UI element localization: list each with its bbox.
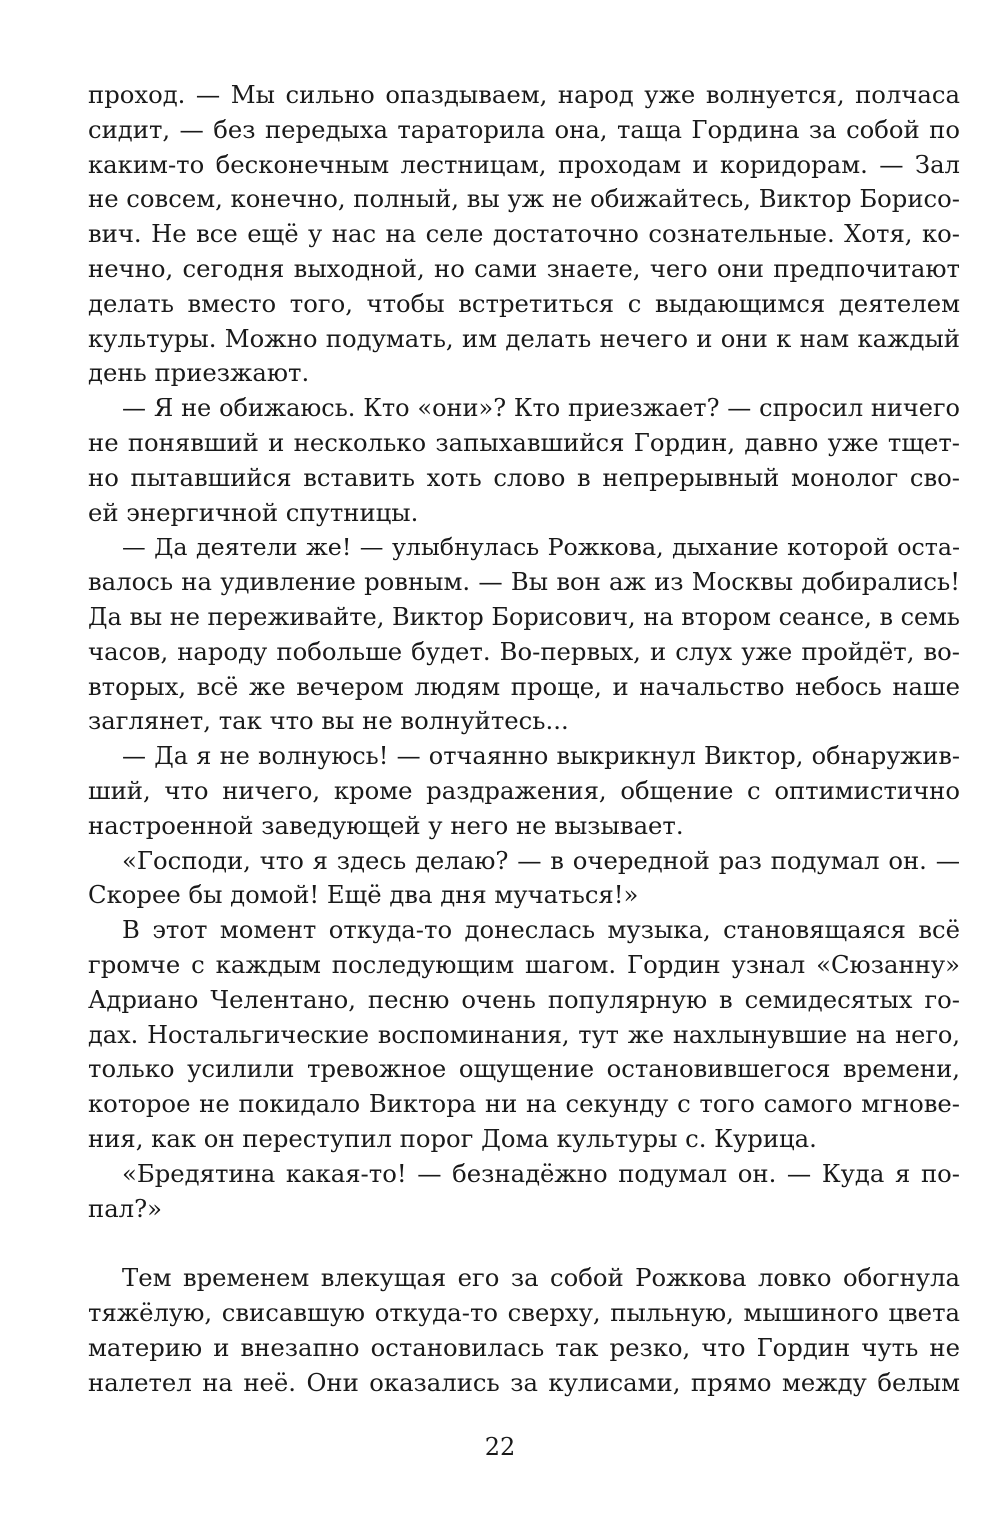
text-line: проход. — Мы сильно опаздываем, народ уже волнуется, полчаса [88, 80, 960, 109]
text-line: Скорее бы домой! Ещё два дня мучаться!» [88, 880, 639, 910]
text-line: пал?» [88, 1193, 163, 1223]
text-line: громче с каждым последующим шагом. Гордин узнал «Сюзанну» [88, 949, 960, 979]
section-break [88, 1226, 960, 1261]
page-number: 22 [484, 1433, 516, 1461]
text-line: вторых, всё же вечером людям проще, и начальство небось наше [88, 671, 960, 701]
text-line: тяжёлую, свисавшую откуда-то сверху, пыльную, мышиного цвета [88, 1298, 960, 1328]
text-line: культуры. Можно подумать, им делать нечего и они к нам каждый [88, 323, 960, 353]
text-line: — Да деятели же! — улыбнулась Рожкова, дыхание которой оста- [122, 533, 960, 562]
text-line: «Бредятина какая-то! — безнадёжно подумал он. — Куда я по- [122, 1158, 960, 1188]
text-line: заглянет, так что вы не волнуйтесь... [88, 706, 569, 736]
text-line: Тем временем влекущая его за собой Рожкова ловко обогнула [122, 1263, 960, 1293]
page-body [88, 78, 960, 1400]
text-line: валось на удивление ровным. — Вы вон аж из Москвы добирались! [88, 567, 960, 597]
text-line: только усилили тревожное ощущение остановившегося времени, [88, 1054, 960, 1084]
text-line: материю и внезапно остановилась так резко, что Гордин чуть не [88, 1332, 960, 1362]
text-line: часов, народу побольше будет. Во-первых, и слух уже пройдёт, во- [88, 636, 960, 666]
text-line: но пытавшийся вставить хоть слово в непрерывный монолог сво- [88, 462, 960, 492]
text-line: день приезжают. [88, 358, 310, 388]
text-line: В этот момент откуда-то донеслась музыка, становящаяся всё [122, 915, 960, 945]
text-line: налетел на неё. Они оказались за кулисами, прямо между белым [88, 1367, 960, 1397]
text-line: Адриано Челентано, песню очень популярную в семидесятых го- [88, 984, 960, 1014]
text-line: ший, что ничего, кроме раздражения, общение с оптимистично [88, 775, 960, 805]
text-line: не совсем, конечно, полный, вы уж не обижайтесь, Виктор Борисо- [88, 184, 960, 214]
text-line: не понявший и несколько запыхавшийся Гордин, давно уже тщет- [88, 427, 960, 457]
text-line: настроенной заведующей у него не вызывает. [88, 810, 684, 840]
text-line: — Да я не волнуюсь! — отчаянно выкрикнул Виктор, обнаружив- [122, 742, 960, 771]
text-line: ей энергичной спутницы. [88, 497, 419, 527]
text-line: которое не покидало Виктора ни на секунду с того самого мгнове- [88, 1089, 960, 1119]
text-line: Да вы не переживайте, Виктор Борисович, на втором сеансе, в семь [88, 602, 960, 631]
text-line: — Я не обижаюсь. Кто «они»? Кто приезжает? — спросил ничего [122, 394, 960, 423]
text-line: дах. Ностальгические воспоминания, тут же нахлынувшие на него, [88, 1020, 960, 1049]
text-line: вич. Не все ещё у нас на селе достаточно сознательные. Хотя, ко- [88, 219, 960, 249]
text-line: нечно, сегодня выходной, но сами знаете, чего они предпочитают [88, 253, 960, 283]
text-line: «Господи, что я здесь делаю? — в очередной раз подумал он. — [122, 845, 960, 875]
text-line: ния, как он переступил порог Дома культуры с. Курица. [88, 1123, 817, 1153]
text-line: сидит, — без передыха тараторила она, таща Гордина за собой по [88, 114, 960, 144]
text-line: каким-то бесконечным лестницам, проходам и коридорам. — Зал [88, 149, 960, 179]
text-line: делать вместо того, чтобы встретиться с выдающимся деятелем [88, 288, 960, 318]
